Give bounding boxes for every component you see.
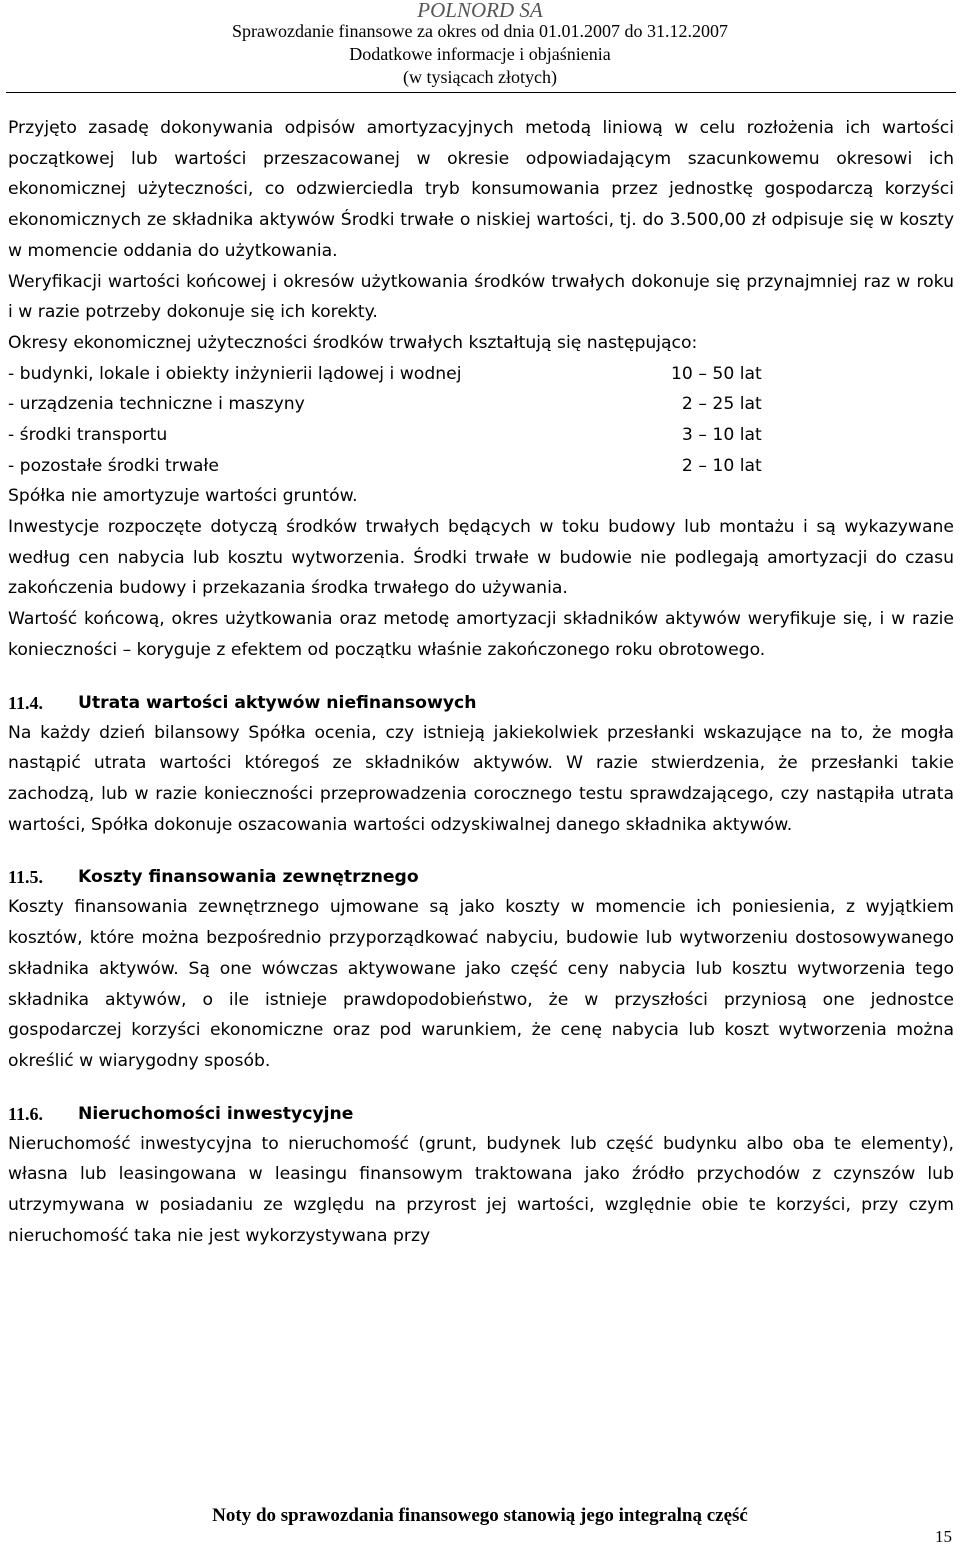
section-number: 11.4. [8, 692, 44, 713]
section-heading [8, 862, 954, 892]
paragraph-verification: Weryfikacji wartości końcowej i okresów użytkowania środków trwałych dokonuje się przynajmniej raz w roku i w razie potrzeby dokonuje się ich korekty. [8, 271, 954, 323]
section-heading [8, 688, 954, 718]
currency-note: (w tysiącach złotych) [403, 67, 557, 87]
list-item-label: - środki transportu [8, 425, 168, 445]
section-text: Koszty finansowania zewnętrznego ujmowane są jako koszty w momencie ich poniesienia, z wyjątkiem kosztów, które można bezpośrednio przyporządkować nabyciu, budowie lub wytworzeniu dostosowywanego składnika aktywów. Są one wówczas aktywowane jako część ceny nabycia lub kosztu wytworzenia tego składnika aktywów, o ile istnieje prawdopodobieństwo, że w przyszłości przyniosą one jednostce gospodarczej korzyści ekonomiczne oraz pod warunkiem, że cenę nabycia lub koszt wytworzenia można określić w wiarygodny sposób. [8, 897, 954, 1071]
document-header [0, 0, 960, 89]
paragraph-construction-in-progress: Inwestycje rozpoczęte dotyczą środków trwałych będących w toku budowy lub montażu i są wykazywane według cen nabycia lub kosztu wytworzenia. Środki trwałe w budowie nie podlegają amortyzacji do czasu zakończenia budowy i przekazania środka trwałego do używania. [8, 517, 954, 599]
paragraph-residual-value: Wartość końcową, okres użytkowania oraz metodę amortyzacji składników aktywów weryfikuje się, i w razie konieczności – koryguje z efektem od początku właśnie zakończonego roku obrotowego. [8, 609, 954, 660]
paragraph-useful-life-intro: Okresy ekonomicznej użyteczności środków trwałych kształtują się następująco: [8, 332, 698, 353]
paragraph-depreciation-method: Przyjęto zasadę dokonywania odpisów amortyzacyjnych metodą liniową w celu rozłożenia ich wartości początkowej lub wartości przeszacowanej w okresie odpowiadającym szacunkowemu okresowi ich ekonomicznej użyteczności, co odzwierciedla tryb konsumowania przez jednostkę gospodarczą korzyści ekonomicznych ze składnika aktywów Środki trwałe o niskiej wartości, tj. do 3.500,00 zł odpisuje się w koszty w momencie oddania do użytkowania. [8, 118, 954, 261]
paragraph-land: Spółka nie amortyzuje wartości gruntów. [8, 486, 358, 507]
section-heading [8, 1099, 954, 1129]
footer-note: Noty do sprawozdania finansowego stanowią jego integralną część [212, 1505, 748, 1526]
list-item-label: - pozostałe środki trwałe [8, 455, 219, 476]
list-item-label: - urządzenia techniczne i maszyny [8, 394, 305, 415]
list-item [8, 389, 954, 420]
company-name: POLNORD SA [417, 0, 543, 22]
report-subtitle: Dodatkowe informacje i objaśnienia [349, 44, 611, 64]
list-item [8, 359, 954, 390]
section-title: Utrata wartości aktywów niefinansowych [78, 692, 477, 713]
list-item-value: 2 – 25 lat [671, 394, 762, 415]
page-number: 15 [935, 1527, 952, 1546]
useful-life-list [8, 359, 954, 482]
header-divider [6, 92, 956, 93]
list-item [8, 420, 954, 451]
section-title: Nieruchomości inwestycyjne [78, 1103, 354, 1124]
list-item-value: 2 – 10 lat [671, 455, 762, 476]
list-item-label: - budynki, lokale i obiekty inżynierii lądowej i wodnej [8, 363, 462, 384]
report-title: Sprawozdanie finansowe za okres od dnia 01.01.2007 do 31.12.2007 [232, 21, 728, 41]
list-item-value: 3 – 10 lat [671, 425, 762, 445]
section-text: Nieruchomość inwestycyjna to nieruchomość (grunt, budynek lub część budynku albo oba te elementy), własna lub leasingowana w leasingu finansowym traktowana jako źródło przychodów z czynszów lub utrzymywana w posiadaniu ze względu na przyrost jej wartości, względnie obie te korzyści, przy czym nieruchomość taka nie jest wykorzystywana przy [8, 1133, 954, 1246]
section-number: 11.6. [8, 1103, 44, 1124]
list-item [8, 451, 954, 482]
section-title: Koszty finansowania zewnętrznego [78, 867, 419, 888]
document-body [8, 113, 954, 1251]
section-number: 11.5. [8, 867, 44, 888]
list-item-value: 10 – 50 lat [671, 363, 762, 384]
section-text: Na każdy dzień bilansowy Spółka ocenia, czy istnieją jakiekolwiek przesłanki wskazujące na to, że mogła nastąpić utrata wartości któregoś ze składników aktywów. W razie stwierdzenia, że przesłanki takie zachodzą, lub w razie konieczności przeprowadzenia corocznego testu sprawdzającego, czy nastąpiła utrata wartości, Spółka dokonuje oszacowania wartości odzyskiwalnej danego składnika aktywów. [8, 722, 954, 835]
